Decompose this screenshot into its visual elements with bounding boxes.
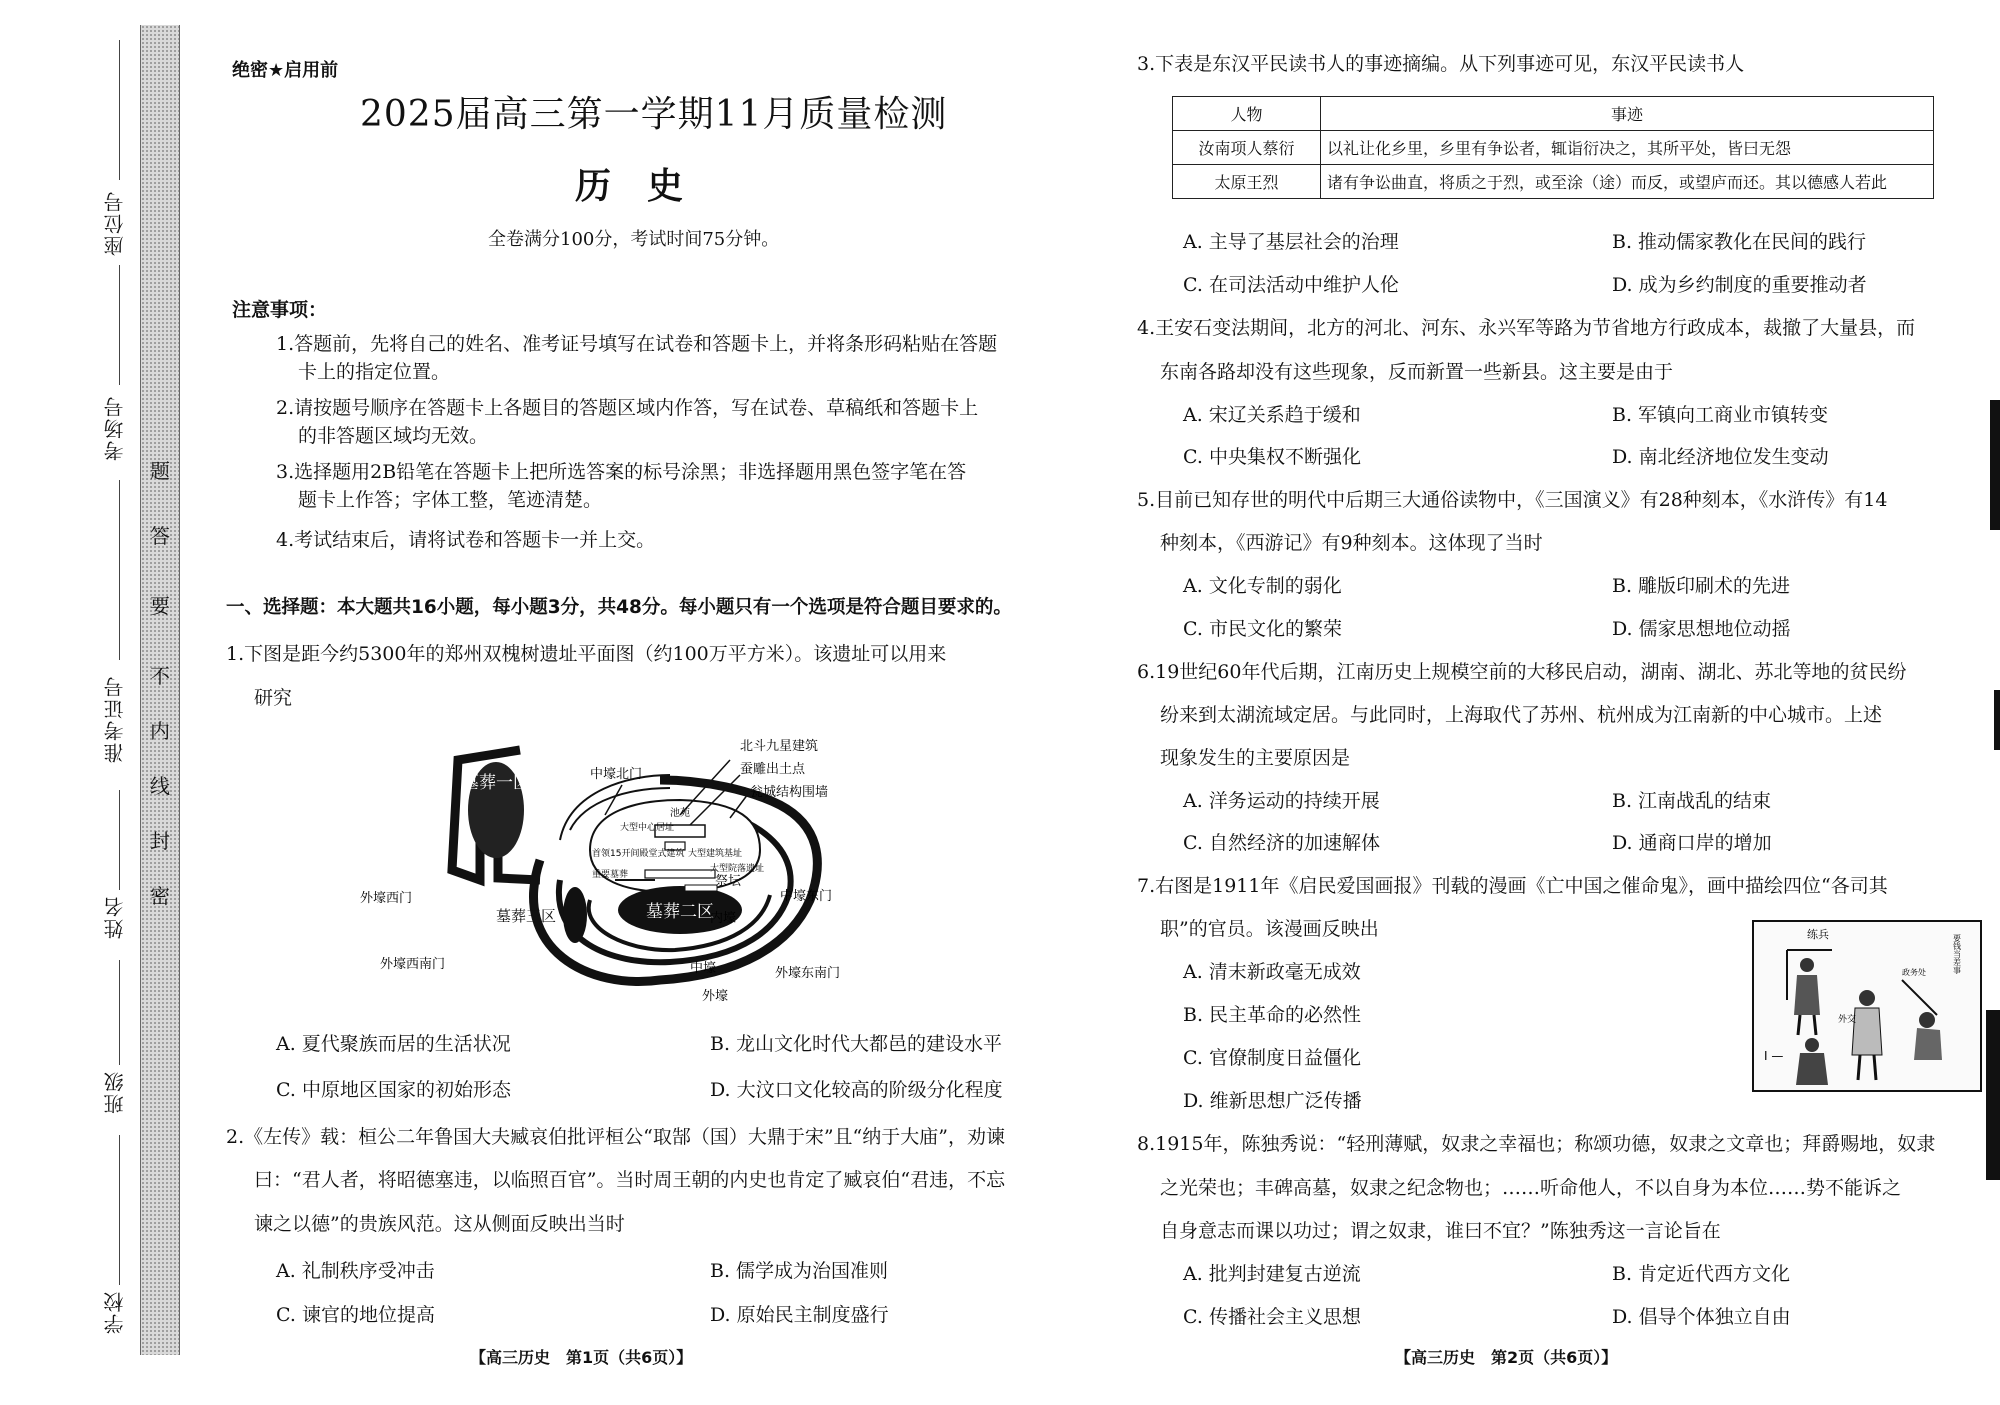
- label-houses: 首领15开间殿堂式建筑: [592, 849, 685, 859]
- q2-option-b: B. 儒学成为治国准则: [710, 1260, 889, 1282]
- binding-label-school: 学校: [103, 1290, 127, 1334]
- label-inner-moat: 内壕: [710, 911, 737, 926]
- q7-stem-line2: 职”的官员。该漫画反映出: [1160, 918, 1379, 940]
- q4-stem-line1: 4.王安石变法期间，北方的河北、河东、永兴军等路为节省地方行政成本，裁撤了大量县，而: [1137, 317, 1916, 339]
- section-heading: 一、选择题：本大题共16小题，每小题3分，共48分。每小题只有一个选项是符合题目要求的。: [226, 597, 1012, 618]
- binding-strip: [140, 25, 180, 1355]
- page2-footer: 【高三历史 第2页（共6页）】: [1395, 1348, 1618, 1367]
- binding-label-name: 姓名: [103, 895, 127, 939]
- label-tomb3: 墓葬三区: [496, 907, 557, 925]
- q6-option-d: D. 通商口岸的增加: [1612, 832, 1772, 854]
- tomb1-label: 墓葬一区: [462, 773, 530, 793]
- table-header-row: [1173, 97, 1934, 131]
- binding-label-class: 班级: [103, 1070, 127, 1114]
- q3-option-d: D. 成为乡约制度的重要推动者: [1612, 274, 1867, 296]
- scan-edge-artifact: [1994, 690, 2000, 750]
- q7-option-b: B. 民主革命的必然性: [1183, 1004, 1362, 1026]
- q5-option-a: A. 文化专制的弱化: [1183, 575, 1342, 597]
- binding-line: [119, 480, 120, 660]
- cartoon-image: [1752, 920, 1982, 1092]
- label-center: 大型中心居址: [620, 823, 675, 833]
- q6-option-a: A. 洋务运动的持续开展: [1183, 790, 1380, 812]
- binding-line: [119, 40, 120, 180]
- q3-option-c: C. 在司法活动中维护人伦: [1183, 274, 1399, 296]
- table-cell-person: 汝南项人蔡衍: [1173, 131, 1321, 165]
- q2-option-c: C. 谏官的地位提高: [276, 1304, 435, 1326]
- q2-stem-line2: 曰：“君人者，将昭德塞违，以临照百官”。当时周王朝的内史也肯定了臧哀伯“君违，不忘: [254, 1169, 1006, 1191]
- seal-char: 不: [150, 664, 170, 688]
- notice-heading: 注意事项：: [232, 299, 328, 321]
- subject-title: 历 史: [575, 166, 684, 207]
- q8-option-d: D. 倡导个体独立自由: [1612, 1306, 1791, 1328]
- label-silkworm: 蚕雕出土点: [740, 762, 806, 777]
- table-row: [1173, 165, 1934, 199]
- label-altar: 祭坛: [715, 874, 742, 889]
- cartoon-text-topleft: 练兵: [1807, 928, 1829, 941]
- q8-option-c: C. 传播社会主义思想: [1183, 1306, 1361, 1328]
- q4-option-c: C. 中央集权不断强化: [1183, 446, 1361, 468]
- binding-line: [119, 790, 120, 890]
- q1-stem-line2: 研究: [254, 687, 293, 709]
- label-pond: 池苑: [670, 808, 690, 819]
- site-plan-map: [360, 730, 880, 1010]
- q8-stem-line1: 8.1915年，陈独秀说：“轻刑薄赋，奴隶之幸福也；称颂功德，奴隶之文章也；拜爵赐地，奴隶: [1137, 1133, 1936, 1155]
- label-wall: 瓮城结构围墙: [750, 785, 829, 800]
- label-mid-north-gate: 中壕北门: [590, 767, 643, 782]
- label-big-site: 大型院落遗址: [710, 864, 765, 874]
- seal-char: 要: [150, 594, 170, 618]
- page1-footer: 【高三历史 第1页（共6页）】: [470, 1348, 693, 1367]
- table-row: [1173, 131, 1934, 165]
- label-outer-moat: 外壕: [702, 989, 729, 1004]
- seal-char: 答: [150, 524, 170, 548]
- label-mid-east-gate: 中壕东门: [780, 889, 833, 904]
- q2-stem-line1: 2.《左传》载：桓公二年鲁国大夫臧哀伯批评桓公“取郜（国）大鼎于宋”且“纳于大庙”，劝谏: [226, 1126, 1005, 1148]
- scan-edge-artifact: [1986, 1010, 2000, 1180]
- label-important-tomb: 重要墓葬: [592, 870, 629, 880]
- cartoon-label-zheng: 政务处: [1902, 968, 1926, 977]
- seal-char: 密: [150, 884, 170, 908]
- label-mid-moat: 中壕: [690, 961, 717, 976]
- table-header-person: 人物: [1173, 97, 1321, 131]
- q4-option-b: B. 军镇向工商业市镇转变: [1612, 404, 1829, 426]
- q7-stem-line1: 7.右图是1911年《启民爱国画报》刊载的漫画《亡中国之催命鬼》，画中描绘四位“各司其: [1137, 875, 1888, 897]
- exam-info: 全卷满分100分，考试时间75分钟。: [488, 229, 780, 250]
- binding-label-exam-id: 准考证号: [103, 675, 127, 763]
- q7-option-c: C. 官僚制度日益僵化: [1183, 1047, 1361, 1069]
- q8-stem-line3: 自身意志而课以功过；谓之奴隶，谁曰不宜？”陈独秀这一言论旨在: [1160, 1220, 1721, 1242]
- exam-title: 2025届高三第一学期11月质量检测: [360, 94, 948, 135]
- label-beidou: 北斗九星建筑: [740, 739, 819, 754]
- binding-label-room: 考场号: [103, 395, 127, 461]
- q2-option-d: D. 原始民主制度盛行: [710, 1304, 889, 1326]
- q1-option-a: A. 夏代聚族而居的生活状况: [276, 1033, 511, 1055]
- table-cell-deeds: 诸有争讼曲直，将质之于烈，或至涂（途）而反，或望庐而还。其以德感人若此: [1321, 165, 1934, 199]
- seal-char: 线: [150, 774, 170, 798]
- q7-option-d: D. 维新思想广泛传播: [1183, 1090, 1362, 1112]
- label-outer-west-gate: 外壕西门: [360, 891, 413, 906]
- notice-1: 1.答题前，先将自己的姓名、准考证号填写在试卷和答题卡上，并将条形码粘贴在答题 卡上的指定位置。: [276, 333, 998, 383]
- q1-stem-line1: 1.下图是距今约5300年的郑州双槐树遗址平面图（约100万平方米）。该遗址可以用来: [226, 643, 947, 665]
- confidential-mark: 绝密★启用前: [232, 60, 339, 81]
- q4-option-d: D. 南北经济地位发生变动: [1612, 446, 1829, 468]
- label-outer-sw-gate: 外壕西南门: [380, 957, 446, 972]
- q1-option-c: C. 中原地区国家的初始形态: [276, 1079, 511, 1101]
- binding-line: [119, 1135, 120, 1285]
- q8-stem-line2: 之光荣也；丰碑高墓，奴隶之纪念物也；……听命他人，不以自身为本位……势不能诉之: [1160, 1177, 1902, 1199]
- q3-table: [1172, 96, 1934, 199]
- binding-label-seat: 座位号: [103, 190, 127, 256]
- scan-edge-artifact: [1990, 400, 2000, 530]
- q5-stem-line1: 5.目前已知存世的明代中后期三大通俗读物中，《三国演义》有28种刻本，《水浒传》有14: [1137, 489, 1888, 511]
- tomb2-label: 墓葬二区: [646, 902, 714, 922]
- q3-option-a: A. 主导了基层社会的治理: [1183, 231, 1399, 253]
- label-big-building: 大型建筑基址: [688, 849, 743, 859]
- seal-char: 内: [150, 719, 170, 743]
- q6-stem-line2: 纷来到太湖流域定居。与此同时，上海取代了苏州、杭州成为江南新的中心城市。上述: [1160, 704, 1883, 726]
- notice-2: 2.请按题号顺序在答题卡上各题目的答题区域内作答，写在试卷、草稿纸和答题卡上 的非答题区域均无效。: [276, 397, 979, 447]
- q5-option-c: C. 市民文化的繁荣: [1183, 618, 1342, 640]
- table-header-deeds: 事迹: [1321, 97, 1934, 131]
- label-outer-se-gate: 外壕东南门: [775, 966, 841, 981]
- cartoon-bottom-text: I —: [1764, 1049, 1784, 1063]
- binding-line: [119, 960, 120, 1065]
- q5-option-d: D. 儒家思想地位动摇: [1612, 618, 1791, 640]
- q5-stem-line2: 种刻本，《西游记》有9种刻本。这体现了当时: [1160, 532, 1543, 554]
- cartoon-text-topright: 要钱当差事: [1952, 934, 1962, 974]
- table-cell-deeds: 以礼让化乡里，乡里有争讼者，辄诣衍决之，其所平处，皆曰无怨: [1321, 131, 1934, 165]
- notice-4: 4.考试结束后，请将试卷和答题卡一并上交。: [276, 529, 656, 551]
- q4-stem-line2: 东南各路却没有这些现象，反而新置一些新县。这主要是由于: [1160, 361, 1674, 383]
- q6-stem-line3: 现象发生的主要原因是: [1160, 747, 1351, 769]
- q2-stem-line3: 谏之以德”的贵族风范。这从侧面反映出当时: [254, 1213, 625, 1235]
- q8-option-a: A. 批判封建复古逆流: [1183, 1263, 1361, 1285]
- q2-option-a: A. 礼制秩序受冲击: [276, 1260, 435, 1282]
- q1-option-b: B. 龙山文化时代大都邑的建设水平: [710, 1033, 1003, 1055]
- q1-option-d: D. 大汶口文化较高的阶级分化程度: [710, 1079, 1003, 1101]
- cartoon-label-waijiao: 外交: [1838, 1015, 1857, 1025]
- q7-option-a: A. 清末新政毫无成效: [1183, 961, 1361, 983]
- seal-char: 封: [150, 829, 170, 853]
- q6-stem-line1: 6.19世纪60年代后期，江南历史上规模空前的大移民启动，湖南、湖北、苏北等地的贫民纷: [1137, 661, 1907, 683]
- q8-option-b: B. 肯定近代西方文化: [1612, 1263, 1791, 1285]
- seal-char: 题: [150, 459, 170, 483]
- q3-stem: 3.下表是东汉平民读书人的事迹摘编。从下列事迹可见，东汉平民读书人: [1137, 53, 1745, 75]
- q6-option-c: C. 自然经济的加速解体: [1183, 832, 1380, 854]
- table-cell-person: 太原王烈: [1173, 165, 1321, 199]
- q3-option-b: B. 推动儒家教化在民间的践行: [1612, 231, 1867, 253]
- q5-option-b: B. 雕版印刷术的先进: [1612, 575, 1791, 597]
- q4-option-a: A. 宋辽关系趋于缓和: [1183, 404, 1361, 426]
- q6-option-b: B. 江南战乱的结束: [1612, 790, 1772, 812]
- binding-line: [119, 265, 120, 385]
- notice-3: 3.选择题用2B铅笔在答题卡上把所选答案的标号涂黑；非选择题用黑色签字笔在答 题卡上作答；字体工整，笔迹清楚。: [276, 461, 967, 511]
